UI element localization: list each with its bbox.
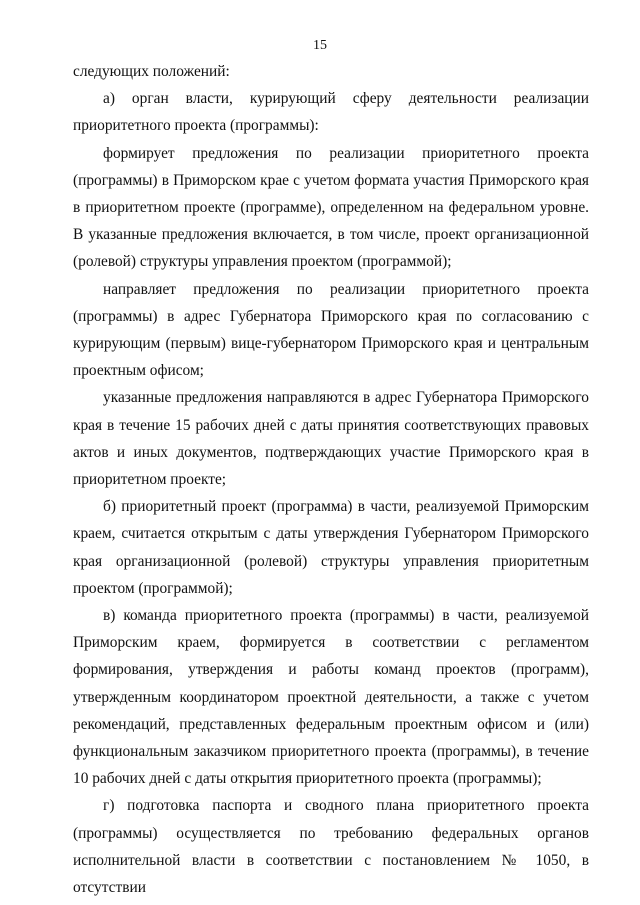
document-body (73, 58, 589, 901)
page-number: 15 (313, 38, 327, 53)
paragraph-item-b: б) приоритетный проект (программа) в части, реализуемой Приморским краем, считается открытым с даты утверждения Губернатором Приморского края организационной (ролевой) структуры управления приоритетным проектом (программой); (73, 498, 589, 597)
paragraph-item-v: в) команда приоритетного проекта (программы) в части, реализуемой Приморским краем, формируется в соответствии с регламентом формирования, утверждения и работы команд проектов (программ), утвержденным координатором проектной деятельности, а также с учетом рекомендаций, представленных федеральным проектным офисом и (или) функциональным заказчиком приоритетного проекта (программы), в течение 10 рабочих дней с даты открытия приоритетного проекта (программы); (73, 607, 589, 788)
paragraph-item-a: а) орган власти, курирующий сферу деятельности реализации приоритетного проекта (программы): (73, 90, 589, 135)
paragraph-proposals-deadline: указанные предложения направляются в адрес Губернатора Приморского края в течение 15 рабочих дней с даты принятия соответствующих правовых актов и иных документов, подтверждающих участие Приморского края в приоритетном проекте; (73, 389, 589, 489)
paragraph-forms-proposals: формирует предложения по реализации приоритетного проекта (программы) в Приморском крае с учетом формата участия Приморского края в приоритетном проекте (программе), определенном на федеральном уровне. В указанные предложения включается, в том числе, проект организационной (ролевой) структуры управления проектом (программой); (73, 144, 589, 271)
paragraph-sends-proposals: направляет предложения по реализации приоритетного проекта (программы) в адрес Губернатора Приморского края по согласованию с курирующим (первым) вице-губернатором Приморского края и центральным проектным офисом; (73, 280, 589, 380)
paragraph-item-g: г) подготовка паспорта и сводного плана приоритетного проекта (программы) осуществляется по требованию федеральных органов исполнительной власти в соответствии с постановлением № 1050, в отсутствии (73, 797, 589, 897)
paragraph-intro-continuation: следующих положений: (73, 63, 230, 80)
